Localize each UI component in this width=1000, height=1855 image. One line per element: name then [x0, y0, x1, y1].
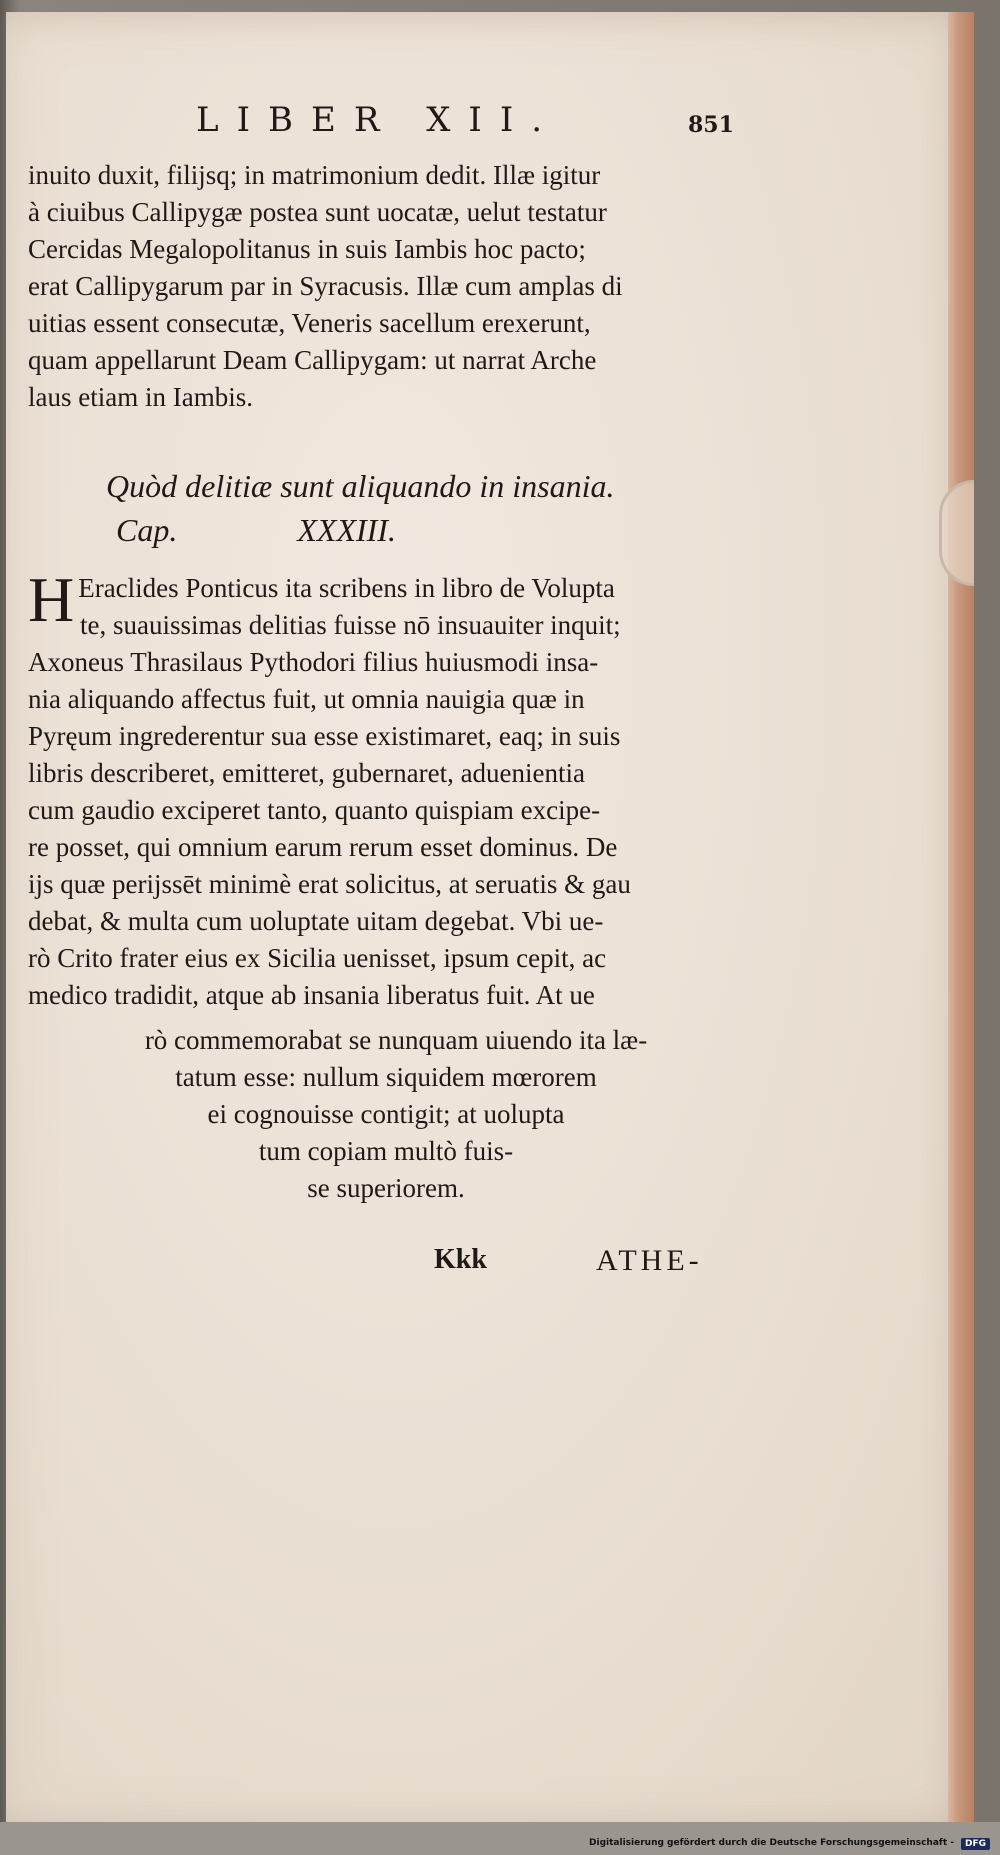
catchword: ATHE- — [596, 1244, 703, 1277]
text-line: re posset, qui omnium earum rerum esset dominus. De — [28, 832, 618, 862]
chapter-number: XXXIII. — [297, 512, 396, 548]
page-edge — [948, 12, 974, 1830]
chapter-label: Cap. — [116, 512, 178, 548]
chapter-title: Quòd delitiæ sunt aliquando in insania. — [106, 468, 615, 504]
text-line: Cercidas Megalopolitanus in suis Iambis hoc pacto; — [28, 234, 586, 264]
chapter-heading — [106, 464, 726, 552]
text-line: te, suauissimas delitias fuisse nō insuauiter inquit; — [80, 610, 621, 640]
text-line: uitias essent consecutæ, Veneris sacellum erexerunt, — [28, 308, 591, 338]
text-line: medico tradidit, atque ab insania liberatus fuit. At ue — [28, 980, 595, 1010]
text-line: quam appellarunt Deam Callipygam: ut narrat Arche — [28, 345, 597, 375]
running-title: LIBER XII. — [196, 100, 561, 140]
text-line: libris describeret, emitteret, gubernaret, aduenientia — [28, 758, 586, 788]
text-line: ijs quæ perijssēt minimè erat solicitus, at seruatis & gau — [28, 869, 631, 899]
paragraph-2 — [28, 564, 748, 1014]
text-line: se superiorem. — [307, 1173, 465, 1203]
scan-bottom-bar — [0, 1822, 1000, 1855]
text-line: tatum esse: nullum siquidem mœrorem — [175, 1062, 597, 1092]
signature-mark: Kkk — [434, 1244, 487, 1275]
text-line: Axoneus Thrasilaus Pythodori filius huiusmodi insa- — [28, 647, 599, 677]
text-line: Pyręum ingrederentur sua esse existimaret, eaq; in suis — [28, 721, 621, 751]
text-line: tum copiam multò fuis- — [258, 1136, 514, 1166]
paragraph-1 — [28, 157, 748, 416]
text-line: laus etiam in Iambis. — [28, 382, 253, 412]
text-line: erat Callipygarum par in Syracusis. Illæ cum amplas di — [28, 271, 623, 301]
text-line: debat, & multa cum uoluptate uitam degebat. Vbi ue- — [28, 906, 604, 936]
page-number: 851 — [688, 112, 734, 138]
text-line: cum gaudio exciperet tanto, quanto quispiam excipe- — [28, 795, 601, 825]
book-page — [6, 12, 974, 1830]
text-line: inuito duxit, filijsq; in matrimonium dedit. Illæ igitur — [28, 160, 601, 190]
initial-letter: H — [28, 564, 75, 635]
paragraph-2-tail — [6, 1022, 766, 1207]
text-line: nia aliquando affectus fuit, ut omnia nauigia quæ in — [28, 684, 585, 714]
text-line: à ciuibus Callipygæ postea sunt uocatæ, uelut testatur — [28, 197, 607, 227]
scan-credit-text: Digitalisierung gefördert durch die Deutsche Forschungsgemeinschaft - — [589, 1838, 954, 1848]
dfg-logo: DFG — [961, 1838, 990, 1850]
text-line: Eraclides Ponticus ita scribens in libro de Volupta — [78, 573, 615, 603]
binding-clasp — [939, 480, 974, 586]
text-line: ei cognouisse contigit; at uolupta — [207, 1099, 565, 1129]
text-line: rò commemorabat se nunquam uiuendo ita læ- — [144, 1025, 648, 1055]
text-line: rò Crito frater eius ex Sicilia uenisset, ipsum cepit, ac — [28, 943, 607, 973]
